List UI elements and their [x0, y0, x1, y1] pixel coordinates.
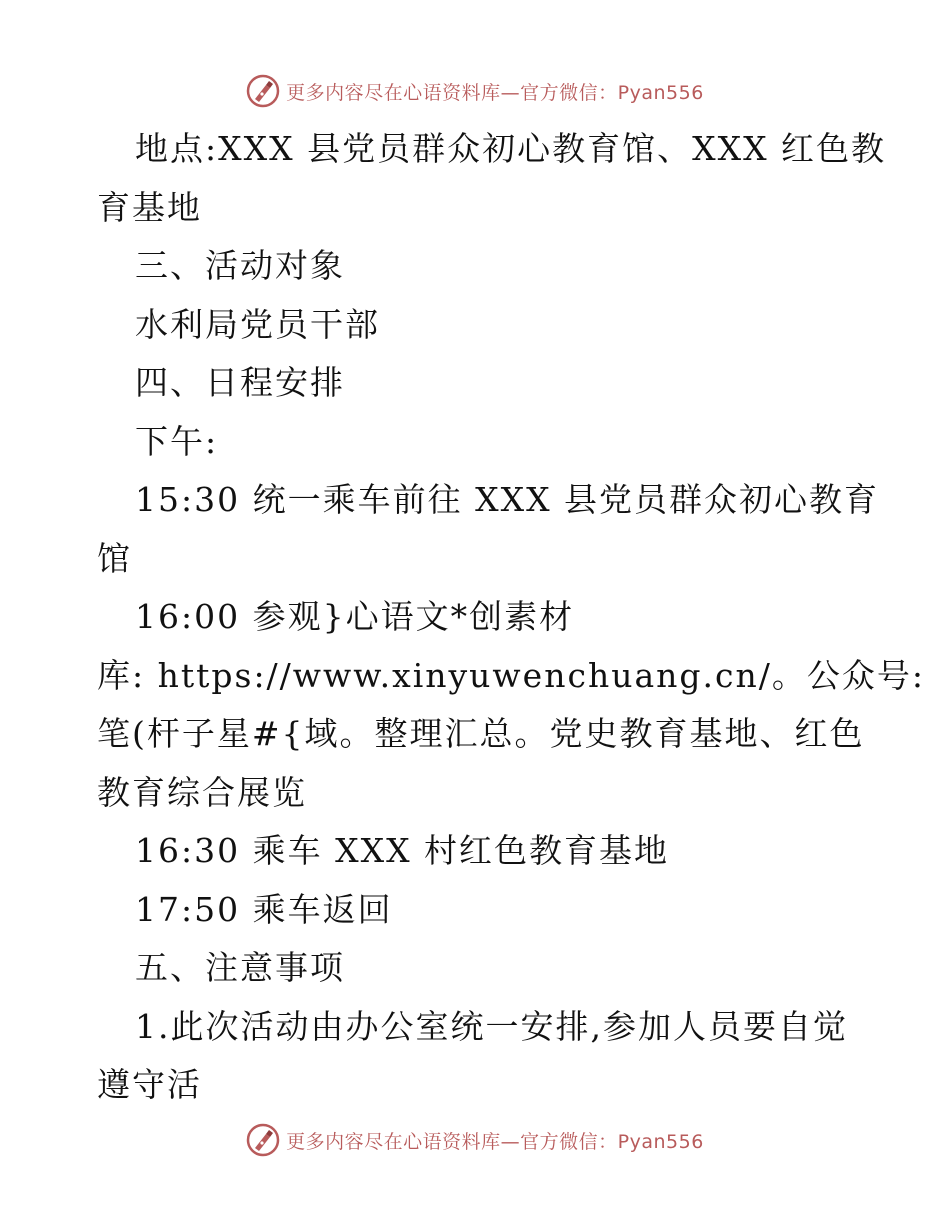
text-line: 水利局党员干部	[135, 304, 380, 344]
text-line: 笔(杆子星#{域。整理汇总。党史教育基地、红色	[97, 714, 865, 753]
pen-logo-icon	[246, 74, 280, 108]
text-line: 三、活动对象	[135, 246, 345, 285]
pen-logo-icon	[246, 1123, 280, 1157]
text-line: 四、日程安排	[135, 363, 345, 402]
text-line: 16:30 乘车 XXX 村红色教育基地	[135, 831, 670, 870]
text-line: 下午:	[135, 421, 219, 461]
document-body	[97, 120, 925, 1115]
text-line: 15:30 统一乘车前往 XXX 县党员群众初心教育	[135, 480, 880, 519]
text-line: 遵守活	[97, 1065, 202, 1104]
watermark-text: 更多内容尽在心语资料库—官方微信：Pyan556	[286, 1130, 704, 1153]
text-line: 地点:XXX 县党员群众初心教育馆、XXX 红色教	[135, 129, 887, 168]
text-line: 库: https://www.xinyuwenchuang.cn/。公众号:	[97, 655, 925, 695]
header-watermark	[0, 71, 950, 111]
footer-watermark	[0, 1120, 950, 1160]
text-line: 16:00 参观}心语文*创素材	[135, 597, 575, 636]
text-line: 1.此次活动由办公室统一安排,参加人员要自觉	[135, 1006, 848, 1046]
text-line: 五、注意事项	[135, 948, 345, 987]
text-line: 育基地	[97, 187, 202, 227]
text-line: 17:50 乘车返回	[135, 889, 393, 929]
text-line: 教育综合展览	[97, 772, 307, 812]
text-line: 馆	[97, 538, 132, 578]
watermark-text: 更多内容尽在心语资料库—官方微信：Pyan556	[286, 81, 704, 104]
